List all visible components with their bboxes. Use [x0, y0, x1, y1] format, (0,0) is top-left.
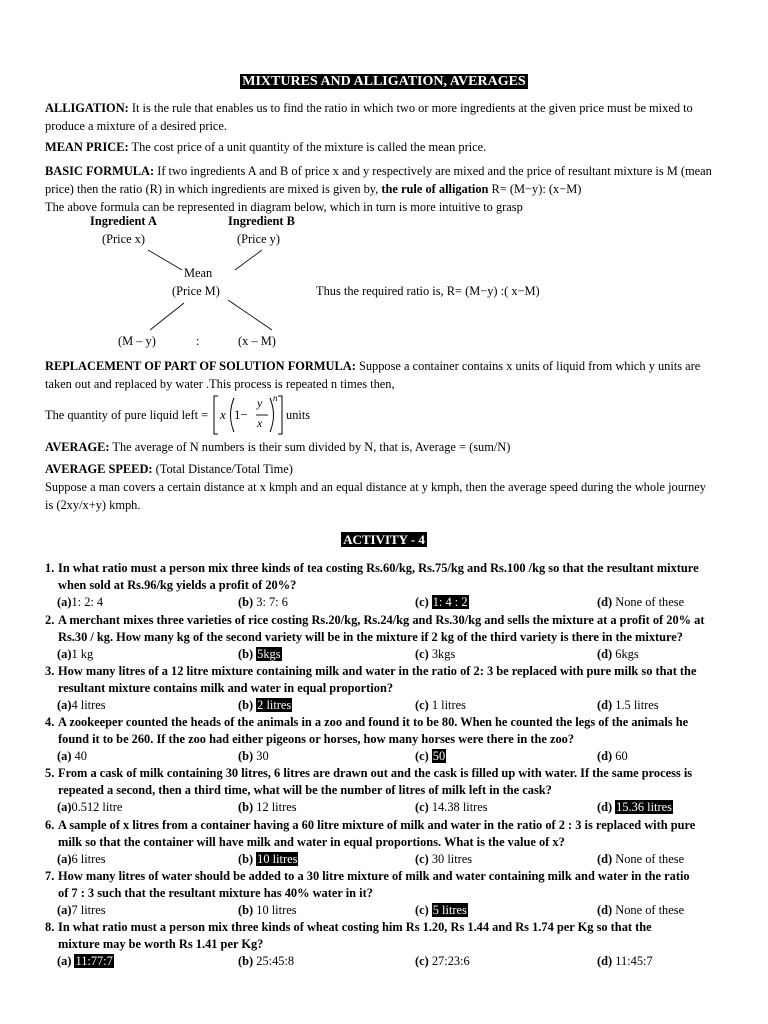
- option-label: (d): [597, 800, 613, 814]
- basic-formula-definition: BASIC FORMULA: If two ingredients A and B of price x and y respectively are mixed and the price of resultant mixture is M (mean price) then the ratio (R) in which ingredients are mixed is given by, the rule of alligation R= (M−y): (x−M) The above formula can be represented in diagram below, which in turn is more intuitive to grasp: [45, 164, 712, 214]
- options-row: [57, 954, 737, 971]
- highlighted-answer: 10 litres: [257, 852, 298, 866]
- option-label: (b): [238, 595, 254, 609]
- option-text: 12 litres: [253, 800, 297, 814]
- formula-units: units: [286, 408, 311, 422]
- option-label: (c): [415, 749, 429, 763]
- options-row: [57, 595, 737, 612]
- mean-label: Mean: [184, 266, 213, 280]
- question-text-line2: Rs.30 / kg. How many kg of the second variety will be in the mixture if 2 kg of the third variety is there in the mixture?: [58, 630, 684, 644]
- option-text: 7 litres: [71, 903, 106, 917]
- options-row: [57, 903, 737, 920]
- question-number: 2.: [45, 613, 55, 627]
- option-b: [238, 595, 288, 610]
- average-speed-heading: AVERAGE SPEED:: [45, 462, 153, 476]
- question-text-line2: resultant mixture contains milk and water in equal proportion?: [58, 681, 394, 695]
- option-b: [238, 852, 298, 867]
- formula-y: y: [257, 396, 263, 410]
- question-number: 8.: [45, 920, 55, 934]
- option-text: 10 litres: [253, 903, 297, 917]
- formula-one-minus: 1−: [234, 407, 248, 422]
- average-heading: AVERAGE:: [45, 440, 110, 454]
- question-text-line1: How many litres of a 12 litre mixture containing milk and water in the ratio of 2: 3 be replaced with pure milk so that the: [58, 664, 697, 678]
- option-label: (c): [415, 954, 429, 968]
- option-text: 3kgs: [428, 647, 456, 661]
- option-label: (b): [238, 749, 254, 763]
- option-label: (c): [415, 800, 429, 814]
- page-title: MIXTURES AND ALLIGATION, AVERAGES: [242, 74, 526, 89]
- highlighted-answer: 5 litres: [432, 903, 467, 917]
- option-text: 1: 2: 4: [71, 595, 104, 609]
- question-number: 4.: [45, 715, 55, 729]
- option-text: 6kgs: [612, 647, 639, 661]
- option-d: [597, 698, 659, 713]
- option-label: (d): [597, 647, 613, 661]
- option-text: 60: [612, 749, 628, 763]
- question-5: [45, 765, 725, 799]
- option-text: None of these: [612, 595, 685, 609]
- option-label: (c): [415, 698, 429, 712]
- option-label: (b): [238, 852, 254, 866]
- option-c: [415, 852, 472, 867]
- question-2: [45, 612, 725, 646]
- option-label: (c): [415, 595, 429, 609]
- question-1: [45, 560, 725, 594]
- option-text: 30 litres: [428, 852, 473, 866]
- option-d: [597, 595, 684, 610]
- m-minus-y-label: (M – y): [118, 334, 156, 348]
- option-text: 14.38 litres: [428, 800, 488, 814]
- question-text-line2: of 7 : 3 such that the resultant mixture has 40% water in it?: [58, 886, 373, 900]
- option-c: [415, 903, 468, 918]
- question-number: 7.: [45, 869, 55, 883]
- option-label: (c): [415, 903, 429, 917]
- highlighted-answer: 50: [432, 749, 446, 763]
- option-label: (a): [57, 647, 72, 661]
- option-label: (b): [238, 800, 254, 814]
- option-a: [57, 595, 103, 610]
- option-text: 0.512 litre: [71, 800, 123, 814]
- mean-price-definition: MEAN PRICE: The cost price of a unit quantity of the mixture is called the mean price.: [45, 140, 487, 154]
- line-a-to-mean: [148, 250, 182, 270]
- highlighted-answer: 11:77:7: [75, 954, 113, 968]
- ingredient-b-label: Ingredient B: [228, 214, 295, 228]
- option-c: [415, 595, 469, 610]
- question-number: 3.: [45, 664, 55, 678]
- option-label: (d): [597, 595, 613, 609]
- question-text-line1: A sample of x litres from a container having a 60 litre mixture of milk and water in the ratio of 2 : 3 is replaced with pure: [58, 818, 696, 832]
- price-m-label: (Price M): [172, 284, 220, 298]
- question-4: [45, 714, 725, 748]
- option-label: (a): [57, 698, 72, 712]
- option-text: 1 litres: [428, 698, 466, 712]
- question-text-line1: In what ratio must a person mix three kinds of wheat costing him Rs 1.20, Rs 1.44 and Rs 1.74 per Kg so that the: [58, 920, 652, 934]
- option-label: (a): [57, 954, 72, 968]
- question-text-line2: found it to be 260. If the zoo had either pigeons or horses, how many horses were there in the zoo?: [58, 732, 575, 746]
- highlighted-answer: 1: 4 : 2: [432, 595, 468, 609]
- line-b-to-mean: [235, 250, 262, 270]
- option-b: [238, 698, 292, 713]
- average-speed-definition: AVERAGE SPEED: (Total Distance/Total Time) Suppose a man covers a certain distance at x kmph and an equal distance at y kmph, then the average speed during the whole journey is (2xy/x+y) kmph.: [45, 462, 706, 512]
- highlighted-answer: 2 litres: [257, 698, 292, 712]
- option-d: [597, 749, 628, 764]
- option-a: [57, 852, 106, 867]
- ingredient-a-label: Ingredient A: [90, 214, 157, 228]
- option-label: (a): [57, 800, 72, 814]
- option-text: None of these: [612, 903, 685, 917]
- options-row: [57, 647, 737, 664]
- option-a: [57, 800, 122, 815]
- option-label: (b): [238, 954, 254, 968]
- option-c: [415, 698, 466, 713]
- option-label: (a): [57, 595, 72, 609]
- question-text-line2: milk so that the container will have milk and water in equal proportions. What is the value of x?: [58, 835, 565, 849]
- option-c: [415, 647, 455, 662]
- ratio-result-text: Thus the required ratio is, R= (M−y) :( x−M): [316, 284, 540, 298]
- option-label: (b): [238, 647, 254, 661]
- option-label: (c): [415, 647, 429, 661]
- option-text: 6 litres: [71, 852, 106, 866]
- option-a: [57, 698, 106, 713]
- option-d: [597, 852, 684, 867]
- basic-formula-heading: BASIC FORMULA:: [45, 164, 155, 178]
- question-6: [45, 817, 725, 851]
- question-text-line1: A merchant mixes three varieties of rice costing Rs.20/kg, Rs.24/kg and Rs.30/kg and sells the mixture at a profit of 20% at: [58, 613, 705, 627]
- options-row: [57, 800, 737, 817]
- question-3: [45, 663, 725, 697]
- options-row: [57, 698, 737, 715]
- question-text-line2: repeated a second, then a third time, what will be the number of litres of milk left in the cask?: [58, 783, 552, 797]
- option-label: (b): [238, 903, 254, 917]
- options-row: [57, 749, 737, 766]
- formula-n-exponent: n: [273, 393, 278, 403]
- question-number: 5.: [45, 766, 55, 780]
- option-label: (d): [597, 954, 613, 968]
- option-a: [57, 749, 87, 764]
- average-definition: AVERAGE: The average of N numbers is their sum divided by N, that is, Average = (sum/N): [45, 440, 511, 454]
- option-text: 25:45:8: [253, 954, 295, 968]
- question-number: 1.: [45, 561, 55, 575]
- option-label: (b): [238, 698, 254, 712]
- option-label: (a): [57, 903, 72, 917]
- option-text: 1 kg: [71, 647, 94, 661]
- option-text: None of these: [612, 852, 685, 866]
- option-a: [57, 903, 106, 918]
- options-row: [57, 852, 737, 869]
- option-label: (d): [597, 698, 613, 712]
- option-b: [238, 903, 297, 918]
- price-y-label: (Price y): [237, 232, 281, 246]
- option-label: (a): [57, 852, 72, 866]
- option-c: [415, 800, 488, 815]
- formula-label: The quantity of pure liquid left =: [45, 408, 209, 422]
- option-label: (c): [415, 852, 429, 866]
- option-b: [238, 749, 269, 764]
- option-a: [57, 954, 114, 969]
- alligation-definition: ALLIGATION: It is the rule that enables us to find the ratio in which two or more ingredients at the given price must be mixed to produce a mixture of a desired price.: [45, 101, 693, 133]
- option-text: 30: [253, 749, 269, 763]
- question-text-line1: In what ratio must a person mix three kinds of tea costing Rs.60/kg, Rs.75/kg and Rs.100 /kg so that the resultant mixture: [58, 561, 699, 575]
- option-d: [597, 647, 639, 662]
- question-number: 6.: [45, 818, 55, 832]
- option-c: [415, 749, 446, 764]
- option-text: 1.5 litres: [612, 698, 659, 712]
- option-d: [597, 954, 653, 969]
- option-label: (d): [597, 749, 613, 763]
- replacement-formula-definition: REPLACEMENT OF PART OF SOLUTION FORMULA: Suppose a container contains x units of liquid from which y units are taken out and replaced by water .This process is repeated n times then,: [45, 359, 701, 391]
- question-text-line1: How many litres of water should be added to a 30 litre mixture of milk and water containing milk and water in the ratio: [58, 869, 690, 883]
- option-text: 11:45:7: [612, 954, 653, 968]
- option-label: (a): [57, 749, 72, 763]
- option-a: [57, 647, 93, 662]
- option-text: 27:23:6: [428, 954, 470, 968]
- question-text-line1: From a cask of milk containing 30 litres, 6 litres are drawn out and the cask is filled up with water. If the same process is: [58, 766, 693, 780]
- price-x-label: (Price x): [102, 232, 146, 246]
- question-text-line2: mixture may be worth Rs 1.41 per Kg?: [58, 937, 264, 951]
- option-label: (d): [597, 852, 613, 866]
- option-d: [597, 800, 673, 815]
- option-d: [597, 903, 684, 918]
- highlighted-answer: 5kgs: [257, 647, 281, 661]
- activity-heading: ACTIVITY - 4: [343, 532, 425, 547]
- line-mean-to-right: [228, 300, 272, 330]
- question-text-line2: when sold at Rs.96/kg yields a profit of 20%?: [58, 578, 297, 592]
- option-b: [238, 954, 294, 969]
- question-7: [45, 868, 725, 902]
- question-8: [45, 919, 725, 953]
- highlighted-answer: 15.36 litres: [616, 800, 672, 814]
- diagram-lines: [0, 0, 400, 360]
- line-mean-to-left: [150, 303, 184, 330]
- option-text: 40: [71, 749, 87, 763]
- formula-x: x: [220, 407, 226, 422]
- option-b: [238, 647, 282, 662]
- alligation-heading: ALLIGATION:: [45, 101, 129, 115]
- replacement-heading: REPLACEMENT OF PART OF SOLUTION FORMULA:: [45, 359, 356, 373]
- option-text: 3: 7: 6: [253, 595, 288, 609]
- ratio-colon: :: [196, 334, 200, 348]
- option-label: (d): [597, 903, 613, 917]
- formula-x-denominator: x: [257, 416, 263, 430]
- option-text: 4 litres: [71, 698, 106, 712]
- mean-price-heading: MEAN PRICE:: [45, 140, 129, 154]
- option-b: [238, 800, 297, 815]
- option-c: [415, 954, 470, 969]
- question-text-line1: A zookeeper counted the heads of the animals in a zoo and found it to be 80. When he counted the legs of the animals he: [58, 715, 689, 729]
- x-minus-m-label: (x – M): [238, 334, 276, 348]
